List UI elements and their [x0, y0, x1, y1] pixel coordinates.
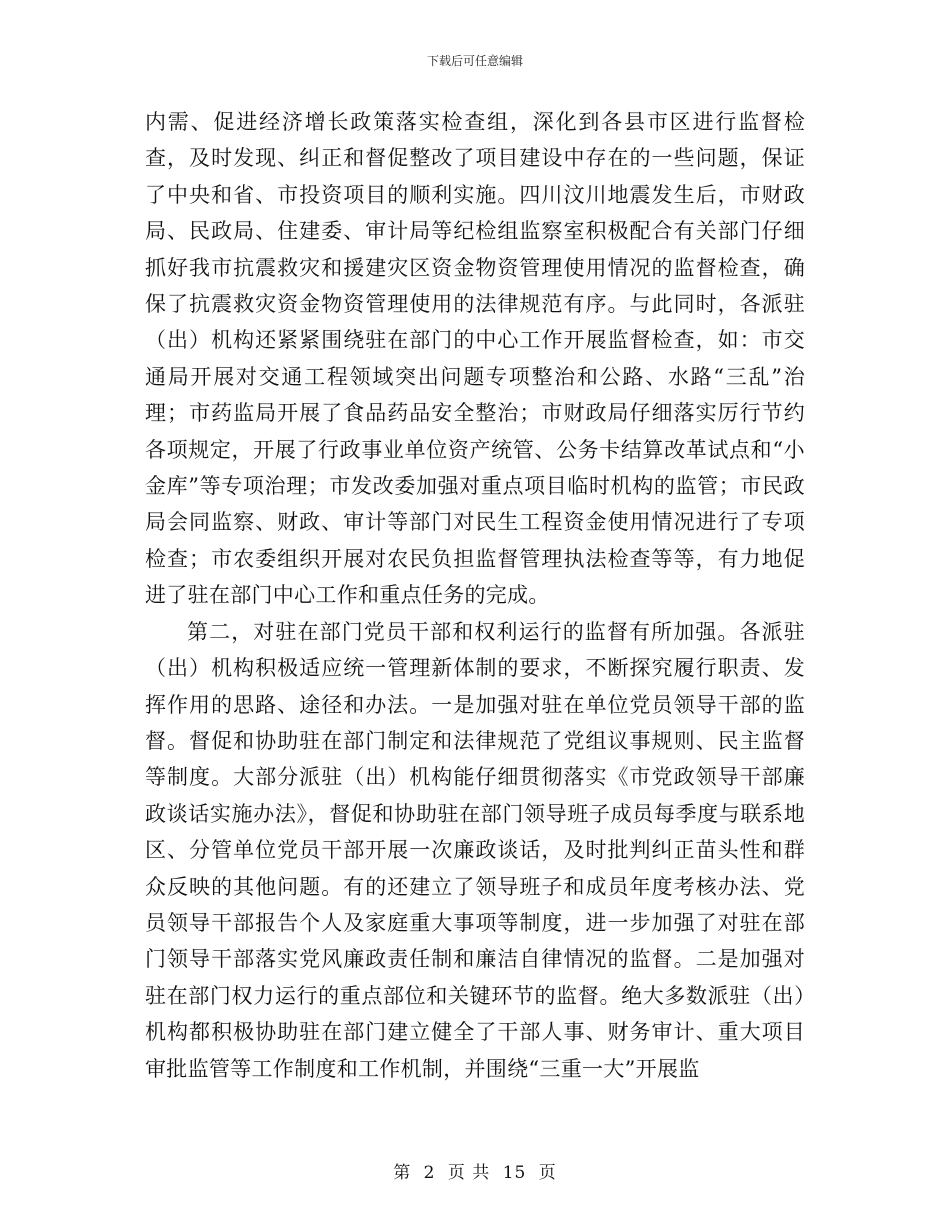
footer-middle: 页 共 — [447, 1163, 491, 1183]
paragraph-1: 内需、促进经济增长政策落实检查组，深化到各县市区进行监督检查，及时发现、纠正和督促整改了项目建设中存在的一些问题，保证了中央和省、市投资项目的顺利实施。四川汶川地震发生后，市财政局、民政局、住建委、审计局等纪检组监察室积极配合有关部门仔细抓好我市抗震救灾和援建灾区资金物资管理使用情况的监督检查，确保了抗震救灾资金物资管理使用的法律规范有序。与此同时，各派驻（出）机构还紧紧围绕驻在部门的中心工作开展监督检查，如：市交通局开展对交通工程领域突出问题专项整治和公路、水路“三乱”治理；市药监局开展了食品药品安全整治；市财政局仔细落实厉行节约各项规定，开展了行政事业单位资产统管、公务卡结算改革试点和“小金库”等专项治理；市发改委加强对重点项目临时机构的监管；市民政局会同监察、财政、审计等部门对民生工程资金使用情况进行了专项检查；市农委组织开展对农民负担监督管理执法检查等等，有力地促进了驻在部门中心工作和重点任务的完成。 — [145, 110, 805, 608]
paragraph-2: 第二，对驻在部门党员干部和权利运行的监督有所加强。各派驻（出）机构积极适应统一管理新体制的要求，不断探究履行职责、发挥作用的思路、途径和办法。一是加强对驻在单位党员领导干部的监督。督促和协助驻在部门制定和法律规范了党组议事规则、民主监督等制度。大部分派驻（出）机构能仔细贯彻落实《市党政领导干部廉政谈话实施办法》，督促和协助驻在部门领导班子成员每季度与联系地区、分管单位党员干部开展一次廉政谈话，及时批判纠正苗头性和群众反映的其他问题。有的还建立了领导班子和成员年度考核办法、党员领导干部报告个人及家庭重大事项等制度，进一步加强了对驻在部门领导干部落实党风廉政责任制和廉洁自律情况的监督。二是加强对驻在部门权力运行的重点部位和关键环节的监督。绝大多数派驻（出）机构都积极协助驻在部门建立健全了干部人事、财务审计、重大项目审批监管等工作制度和工作机制，并围绕“三重一大”开展监 — [145, 619, 805, 1081]
footer-prefix: 第 — [393, 1163, 412, 1183]
footer-suffix: 页 — [538, 1163, 557, 1183]
page-footer — [0, 1158, 950, 1183]
footer-page-number: 2 — [423, 1163, 436, 1183]
page-header: 下载后可任意编辑 — [426, 54, 523, 68]
footer-total-pages: 15 — [502, 1163, 527, 1183]
page-body — [145, 104, 805, 1087]
